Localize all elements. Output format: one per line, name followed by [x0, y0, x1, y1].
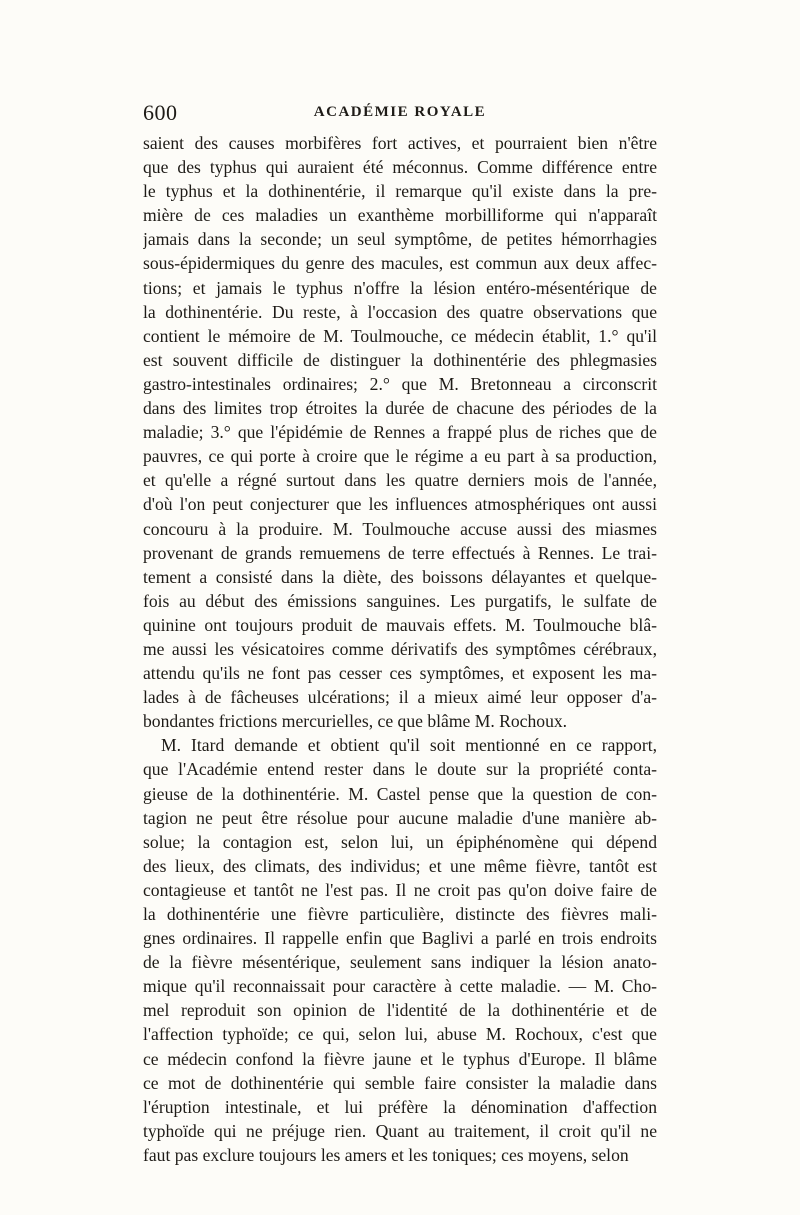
- text-line: gnes ordinaires. Il rappelle enfin que Baglivi a parlé en trois endroits: [143, 928, 657, 949]
- text-line: bondantes frictions mercurielles, ce que blâme M. Rochoux.: [143, 711, 568, 732]
- text-line: gastro-intestinales ordinaires; 2.° que M. Bretonneau a circonscrit: [143, 373, 657, 394]
- body-text: [143, 131, 657, 1167]
- paragraph: [143, 131, 657, 733]
- text-line: saient des causes morbifères fort actives, et pourraient bien n'être: [143, 133, 657, 153]
- text-line: gieuse de la dothinentérie. M. Castel pense que la question de con-: [143, 783, 657, 804]
- text-line: l'affection typhoïde; ce qui, selon lui, abuse M. Rochoux, c'est que: [143, 1024, 657, 1045]
- text-line: quinine ont toujours produit de mauvais effets. M. Toulmouche blâ-: [143, 614, 657, 635]
- text-line: dans des limites trop étroites la durée de chacune des périodes de la: [143, 398, 657, 419]
- text-line: est souvent difficile de distinguer la dothinentérie des phlegmasies: [143, 349, 657, 370]
- text-line: sous-épidermiques du genre des macules, est commun aux deux affec-: [143, 253, 657, 274]
- text-line: que l'Académie entend rester dans le doute sur la propriété conta-: [143, 759, 657, 780]
- text-line: contagieuse et tantôt ne l'est pas. Il ne croit pas qu'on doive faire de: [143, 879, 657, 900]
- text-line: fois au début des émissions sanguines. Les purgatifs, le sulfate de: [143, 590, 657, 611]
- text-line: de la fièvre mésentérique, seulement sans indiquer la lésion anato-: [143, 952, 657, 973]
- text-line: des lieux, des climats, des individus; et une même fièvre, tantôt est: [143, 855, 657, 876]
- text-line: l'éruption intestinale, et lui préfère la dénomination d'affection: [143, 1096, 657, 1117]
- text-line: le typhus et la dothinentérie, il remarque qu'il existe dans la pre-: [143, 181, 657, 202]
- text-line: ce mot de dothinentérie qui semble faire consister la maladie dans: [143, 1072, 657, 1093]
- text-line: attendu qu'ils ne font pas cesser ces symptômes, et exposent les ma-: [143, 663, 657, 684]
- text-line: mique qu'il reconnaissait pour caractère à cette maladie. — M. Cho-: [143, 976, 657, 997]
- text-line: M. Itard demande et obtient qu'il soit mentionné en ce rapport,: [161, 735, 657, 756]
- text-line: ce médecin confond la fièvre jaune et le typhus d'Europe. Il blâme: [143, 1048, 657, 1069]
- text-line: solue; la contagion est, selon lui, un épiphénomène qui dépend: [143, 831, 657, 852]
- text-line: mière de ces maladies un exanthème morbilliforme qui n'apparaît: [143, 205, 657, 226]
- text-line: et qu'elle a régné surtout dans les quatre derniers mois de l'année,: [143, 470, 657, 491]
- text-line: la dothinentérie. Du reste, à l'occasion des quatre observations que: [143, 301, 657, 322]
- text-line: d'où l'on peut conjecturer que les influences atmosphériques ont aussi: [143, 494, 657, 515]
- text-line: tions; et jamais le typhus n'offre la lésion entéro-mésentérique de: [143, 277, 657, 298]
- text-line: faut pas exclure toujours les amers et les toniques; ces moyens, selon: [143, 1144, 629, 1165]
- text-line: mel reproduit son opinion de l'identité de la dothinentérie et de: [143, 1000, 657, 1021]
- text-line: maladie; 3.° que l'épidémie de Rennes a frappé plus de riches que de: [143, 422, 657, 443]
- text-line: contient le mémoire de M. Toulmouche, ce médecin établit, 1.° qu'il: [143, 325, 657, 346]
- text-line: typhoïde qui ne préjuge rien. Quant au traitement, il croit qu'il ne: [143, 1120, 657, 1141]
- page-number: 600: [143, 100, 178, 125]
- text-line: tagion ne peut être résolue pour aucune maladie d'une manière ab-: [143, 807, 657, 828]
- running-head: ACADÉMIE ROYALE: [313, 104, 487, 120]
- text-line: concouru à la produire. M. Toulmouche accuse aussi des miasmes: [143, 518, 657, 539]
- text-line: me aussi les vésicatoires comme dérivatifs des symptômes cérébraux,: [143, 638, 657, 659]
- text-line: que des typhus qui auraient été méconnus. Comme différence entre: [143, 157, 657, 178]
- page-header: [143, 100, 657, 128]
- text-line: tement a consisté dans la diète, des boissons délayantes et quelque-: [143, 566, 657, 587]
- text-line: jamais dans la seconde; un seul symptôme, de petites hémorrhagies: [143, 229, 657, 250]
- paragraph: [143, 733, 657, 1167]
- text-line: provenant de grands remuemens de terre effectués à Rennes. Le trai-: [143, 542, 657, 563]
- text-line: lades à de fâcheuses ulcérations; il a mieux aimé leur opposer d'a-: [143, 687, 657, 708]
- text-line: la dothinentérie une fièvre particulière, distincte des fièvres mali-: [143, 904, 657, 924]
- text-line: pauvres, ce qui porte à croire que le régime a eu part à sa production,: [143, 446, 657, 467]
